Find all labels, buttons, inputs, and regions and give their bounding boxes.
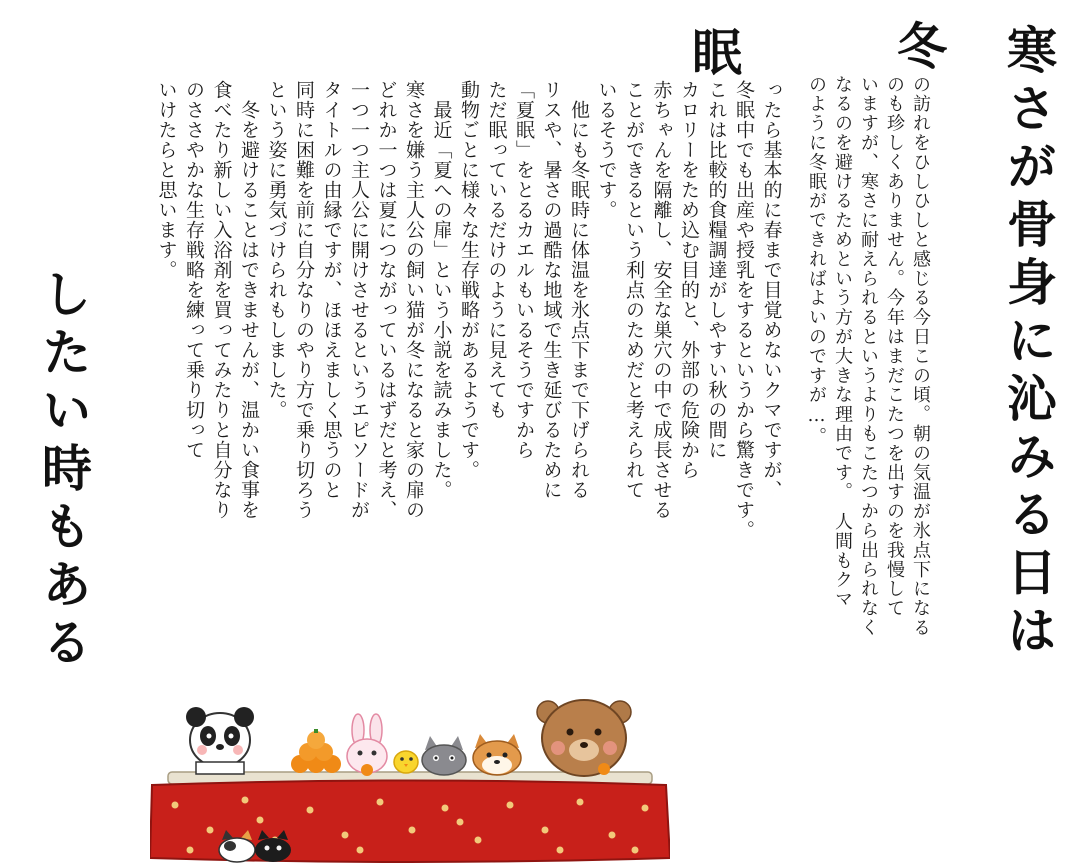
title-line-4: したい時もある xyxy=(34,268,92,674)
title-line-2: 冬 xyxy=(889,20,947,78)
panda-icon xyxy=(186,707,254,774)
chick-icon xyxy=(394,751,418,773)
kotatsu-illustration xyxy=(150,690,670,865)
article-main: ったら基本的に春まで目覚めないクマですが、 冬眠中でも出産や授乳をするというから驚きです。 これは比較的食糧調達がしやすい秋の間に カロリーをため込む目的と、外部の危険から 赤ちゃんを隔離し、安全な巣穴の中で成長させる ことができるという利点のためだと考えられて いるそうです。 他にも冬眠時に体温を氷点下まで下げられる リスや、暑さの過酷な地域で生き延びるために 「夏眠」をとるカエルもいるそうですから ただ眠っているだけのように見えても 動物ごとに様々な生存戦略があるようです。 最近「夏への扉」という小説を読みました。 寒さを嫌う主人公の飼い猫が冬になると家の扉の どれか一つは夏につながっているはずだと考え、 一つ一つ主人公に開けさせるというエピソードが タイトルの由縁ですが、ほほえましく思うのと 同時に困難を前に自分なりのやり方で乗り切ろう という姿に勇気づけられもしました。 冬を避けることはできませんが、温かい食事を 食べたり新しい入浴剤を買ってみたりと自分なり のささやかな生存戦略を練って乗り切って いけたらと思います。 xyxy=(155,80,783,540)
article-intro: の訪れをひしひしと感じる今日この頃。朝の気温が氷点下になる のも珍しくありません。今年はまだこたつを出すのを我慢して いますが、寒さに耐えられるというよりもこたつから出られなく なるのを避けるためという方が大きな理由です。 人間もクマ のように冬眠ができればよいのですが…。 xyxy=(806,75,931,638)
bear-icon xyxy=(537,700,631,776)
shiba-dog-icon xyxy=(473,734,521,775)
oranges-icon xyxy=(291,729,341,773)
title-line-3: 眠 xyxy=(684,26,742,84)
cat-icon xyxy=(422,736,466,775)
rabbit-icon xyxy=(347,714,387,776)
title-line-1: 寒さが骨身に沁みる日は xyxy=(999,24,1057,662)
